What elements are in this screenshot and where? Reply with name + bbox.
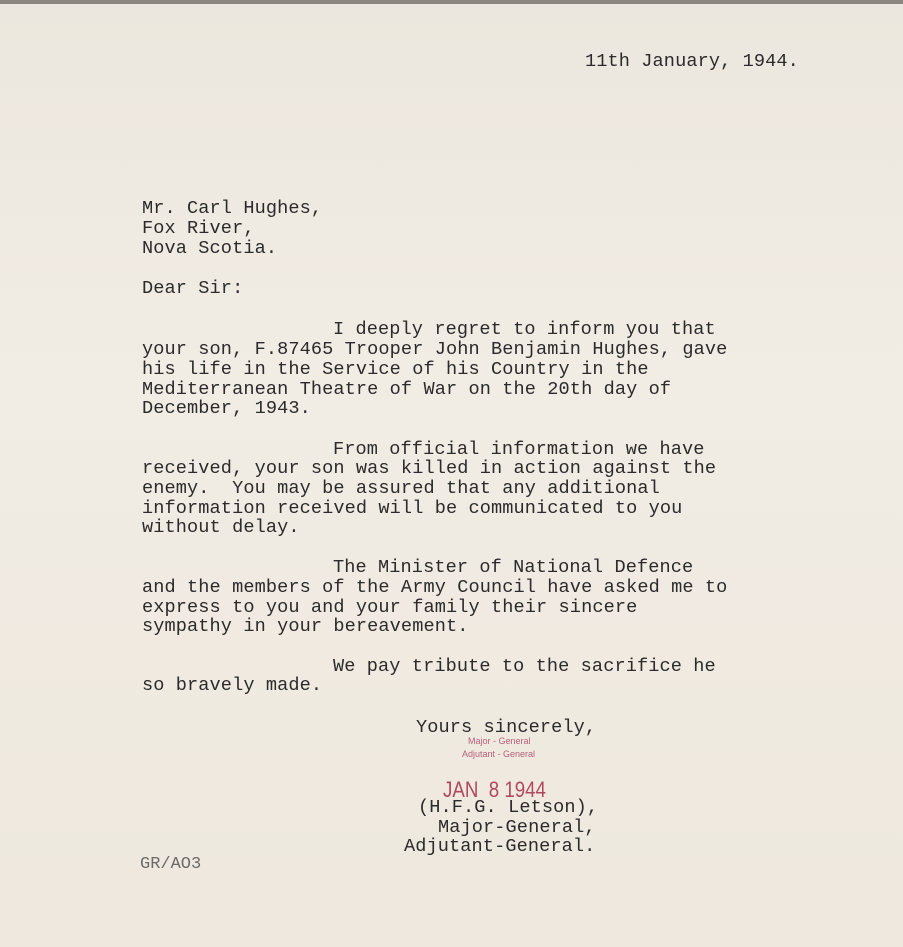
scan-edge (0, 0, 903, 4)
body-line: information received will be communicated to you (142, 498, 683, 519)
stamp-title: Adjutant - General (462, 749, 536, 759)
body-line: without delay. (142, 517, 300, 538)
body-line: enemy. You may be assured that any additional (142, 478, 660, 499)
address-line: Fox River, (142, 218, 255, 239)
body-line: so bravely made. (142, 675, 323, 696)
closing: Yours sincerely, (416, 717, 597, 738)
body-line: your son, F.87465 Trooper John Benjamin Hughes, gave (142, 339, 728, 360)
body-line: his life in the Service of his Country in the (142, 359, 649, 380)
signature-line: Major-General, (438, 817, 596, 838)
body-line: received, your son was killed in action against the (142, 458, 717, 479)
date-stamp: JAN 8 1944 (443, 777, 546, 802)
body-line: sympathy in your bereavement. (142, 616, 469, 637)
salutation: Dear Sir: (142, 278, 244, 299)
body-line: Mediterranean Theatre of War on the 20th day of (142, 379, 672, 400)
address-line: Mr. Carl Hughes, (142, 198, 323, 219)
stamp-title: Major - General (468, 736, 531, 746)
body-line: express to you and your family their sincere (142, 597, 638, 618)
reference-code: GR/AO3 (140, 855, 202, 874)
signature-line: (H.F.G. Letson), (418, 797, 599, 818)
body-line: I deeply regret to inform you that (333, 319, 716, 340)
address-line: Nova Scotia. (142, 238, 278, 259)
body-line: The Minister of National Defence (333, 557, 694, 578)
body-line: and the members of the Army Council have asked me to (142, 577, 728, 598)
letter-date: 11th January, 1944. (585, 51, 799, 72)
body-line: December, 1943. (142, 398, 311, 419)
body-line: We pay tribute to the sacrifice he (333, 656, 716, 677)
signature-line: Adjutant-General. (404, 836, 596, 857)
body-line: From official information we have (333, 439, 705, 460)
